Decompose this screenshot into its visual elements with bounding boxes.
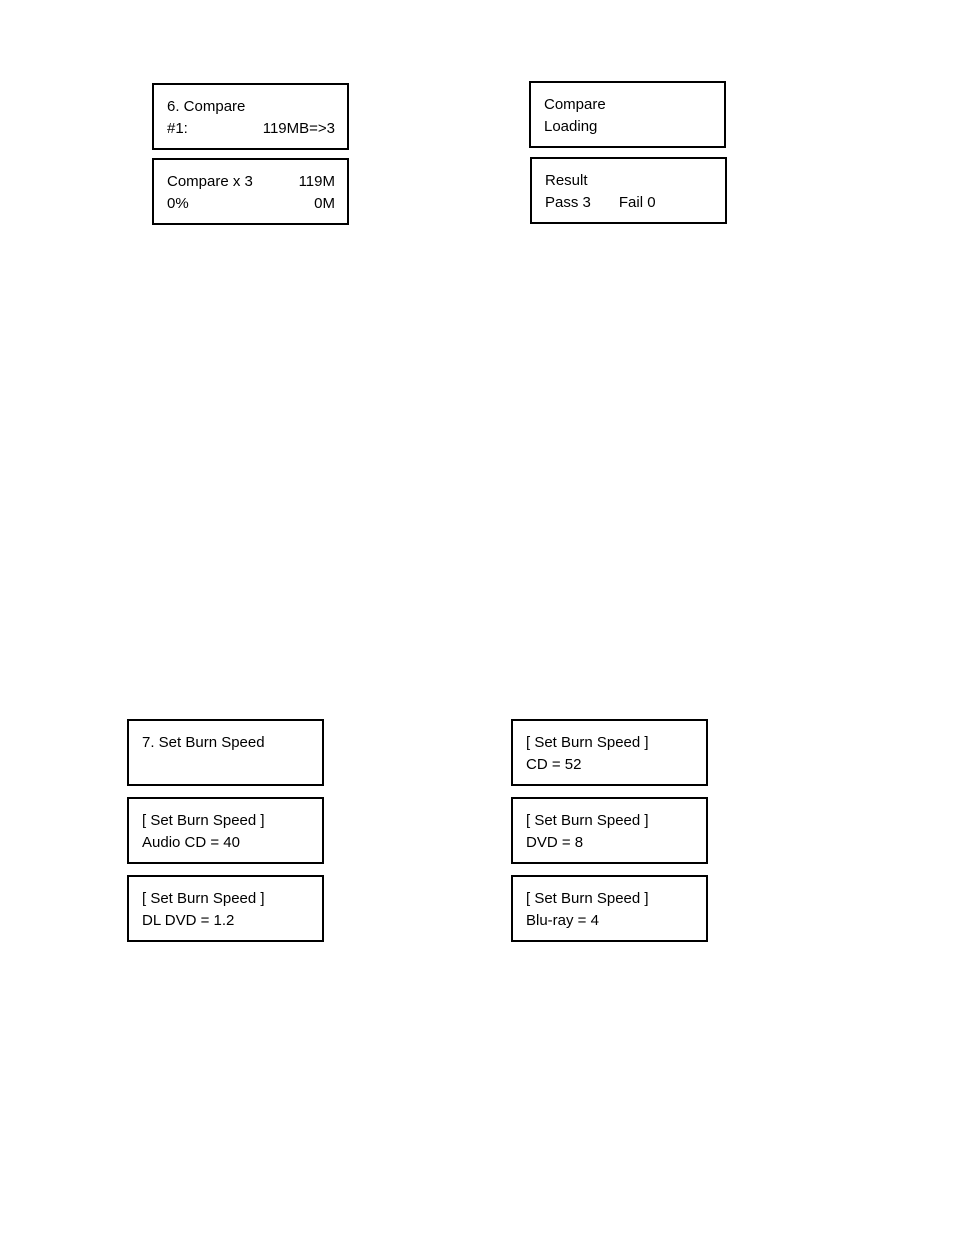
lcd-compare-menu [152, 83, 349, 150]
lcd-line: 119MB=>3 [262, 120, 335, 137]
lcd-compare-result [530, 157, 727, 224]
lcd-line: DL DVD = 1.2 [142, 912, 235, 929]
lcd-burn-speed-menu [127, 719, 324, 786]
lcd-line: 119M [298, 173, 335, 190]
lcd-line: [ Set Burn Speed ] [142, 890, 265, 907]
lcd-line: Compare [544, 96, 606, 113]
lcd-line: CD = 52 [526, 756, 582, 773]
lcd-compare-loading [529, 81, 726, 148]
lcd-burn-speed-dvd [511, 797, 708, 864]
lcd-burn-speed-cd [511, 719, 708, 786]
lcd-line: Loading [544, 118, 598, 135]
lcd-line: [ Set Burn Speed ] [526, 734, 649, 751]
lcd-line: [ Set Burn Speed ] [142, 812, 265, 829]
lcd-line: Compare x 3 [167, 173, 253, 190]
lcd-line: 0% [167, 195, 189, 212]
lcd-line: Audio CD = 40 [142, 834, 240, 851]
lcd-line: Pass 3 [545, 194, 591, 211]
lcd-line: Result [545, 172, 588, 189]
lcd-line: 0M [314, 195, 335, 212]
lcd-compare-progress [152, 158, 349, 225]
lcd-line: #1: [167, 120, 188, 137]
lcd-line: 7. Set Burn Speed [142, 734, 265, 751]
lcd-line: DVD = 8 [526, 834, 584, 851]
lcd-line: Blu-ray = 4 [526, 912, 599, 929]
lcd-line: [ Set Burn Speed ] [526, 812, 649, 829]
lcd-line: [ Set Burn Speed ] [526, 890, 649, 907]
lcd-burn-speed-bluray [511, 875, 708, 942]
lcd-burn-speed-dl-dvd [127, 875, 324, 942]
lcd-burn-speed-audio-cd [127, 797, 324, 864]
lcd-line: 6. Compare [167, 98, 246, 115]
lcd-line: Fail 0 [618, 194, 656, 211]
